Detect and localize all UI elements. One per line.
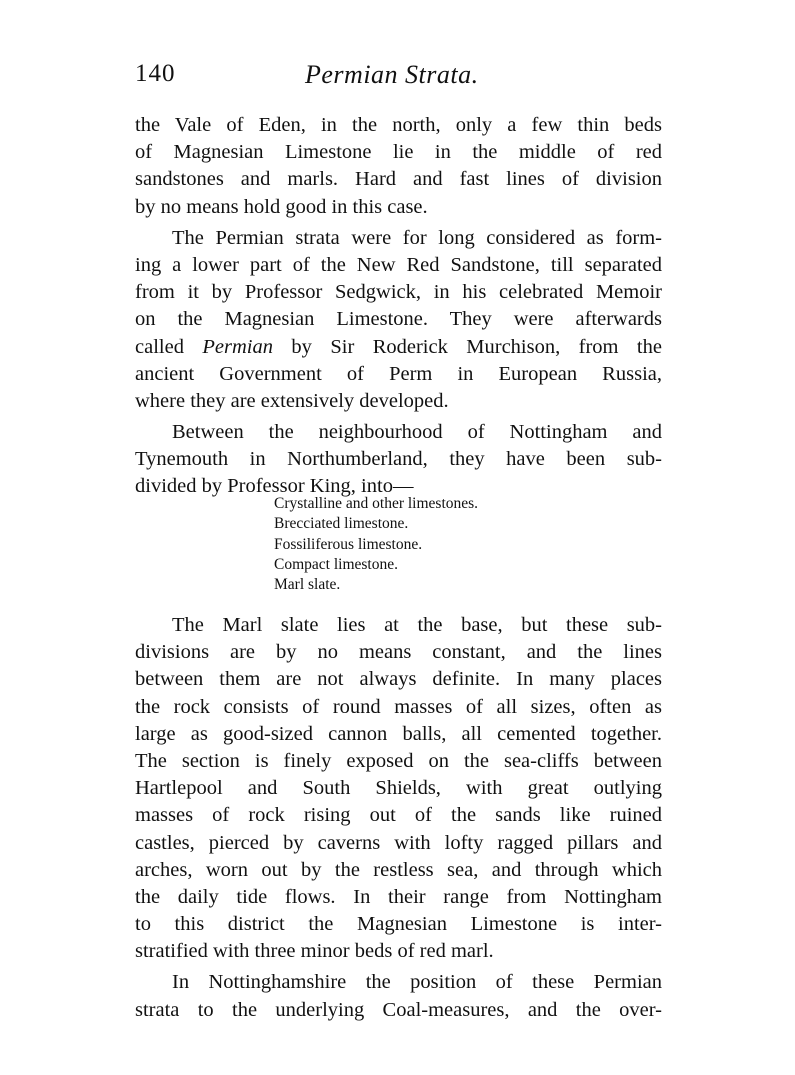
text-line: castles, pierced by caverns with lofty ragged pillars and: [135, 831, 662, 854]
text-line: divisions are by no means constant, and the lines: [135, 641, 662, 664]
text-line: ancient Government of Perm in European Russia,: [135, 362, 662, 385]
list-item: Fossiliferous limestone.: [274, 535, 423, 553]
paragraph: [135, 225, 662, 415]
text-line: from it by Professor Sedgwick, in his celebrated Memoir: [135, 281, 662, 304]
text-line: to this district the Magnesian Limestone is inter-: [135, 913, 662, 936]
text-line: The Permian strata were for long considered as form-: [172, 226, 662, 249]
body-text-lower: [135, 612, 662, 1024]
text-line: masses of rock rising out of the sands like ruined: [135, 804, 662, 827]
text-line: between them are not always definite. In many places: [135, 668, 662, 691]
paragraph: [135, 612, 662, 965]
page-number: 140: [135, 60, 176, 87]
paragraph: [135, 969, 662, 1023]
text-line: divided by Professor King, into—: [135, 475, 414, 498]
list-item: Compact limestone.: [274, 555, 398, 573]
text-line: sandstones and marls. Hard and fast lines of division: [135, 168, 662, 191]
running-title: Permian Strata.: [305, 60, 479, 89]
body-text-upper: [135, 112, 662, 501]
text-line: stratified with three minor beds of red marl.: [135, 940, 494, 963]
text-line: the daily tide flows. In their range from Nottingham: [135, 885, 662, 908]
text-line-with-italic: called Permian by Sir Roderick Murchison, from the: [135, 335, 662, 358]
text-line: by no means hold good in this case.: [135, 195, 428, 218]
text-line: on the Magnesian Limestone. They were afterwards: [135, 308, 662, 331]
text-line: the rock consists of round masses of all sizes, often as: [135, 695, 662, 718]
paragraph: [135, 112, 662, 221]
text-line: where they are extensively developed.: [135, 389, 449, 412]
text-line: arches, worn out by the restless sea, and through which: [135, 858, 662, 881]
text-line: The Marl slate lies at the base, but these sub-: [172, 614, 662, 636]
text-line: ing a lower part of the New Red Sandstone, till separated: [135, 253, 662, 276]
subdivision-list: [274, 494, 574, 595]
list-item: Crystalline and other limestones.: [274, 495, 479, 512]
italic-term: Permian: [202, 335, 273, 358]
list-item: Marl slate.: [274, 576, 341, 594]
text-line: Tynemouth in Northumberland, they have been sub-: [135, 448, 662, 471]
text-line: the Vale of Eden, in the north, only a few thin beds: [135, 114, 662, 136]
text-line: of Magnesian Limestone lie in the middle of red: [135, 141, 662, 164]
text-line: Hartlepool and South Shields, with great outlying: [135, 777, 662, 800]
text-line: The section is finely exposed on the sea-cliffs between: [135, 749, 662, 772]
list-item: Brecciated limestone.: [274, 515, 409, 533]
page-header: [135, 60, 662, 96]
paragraph: [135, 419, 662, 501]
text-line: strata to the underlying Coal-measures, and the over-: [135, 998, 662, 1021]
text-line: large as good-sized cannon balls, all cemented together.: [135, 722, 662, 745]
text-line: Between the neighbourhood of Nottingham and: [172, 421, 662, 444]
text-line: In Nottinghamshire the position of these Permian: [172, 971, 662, 994]
